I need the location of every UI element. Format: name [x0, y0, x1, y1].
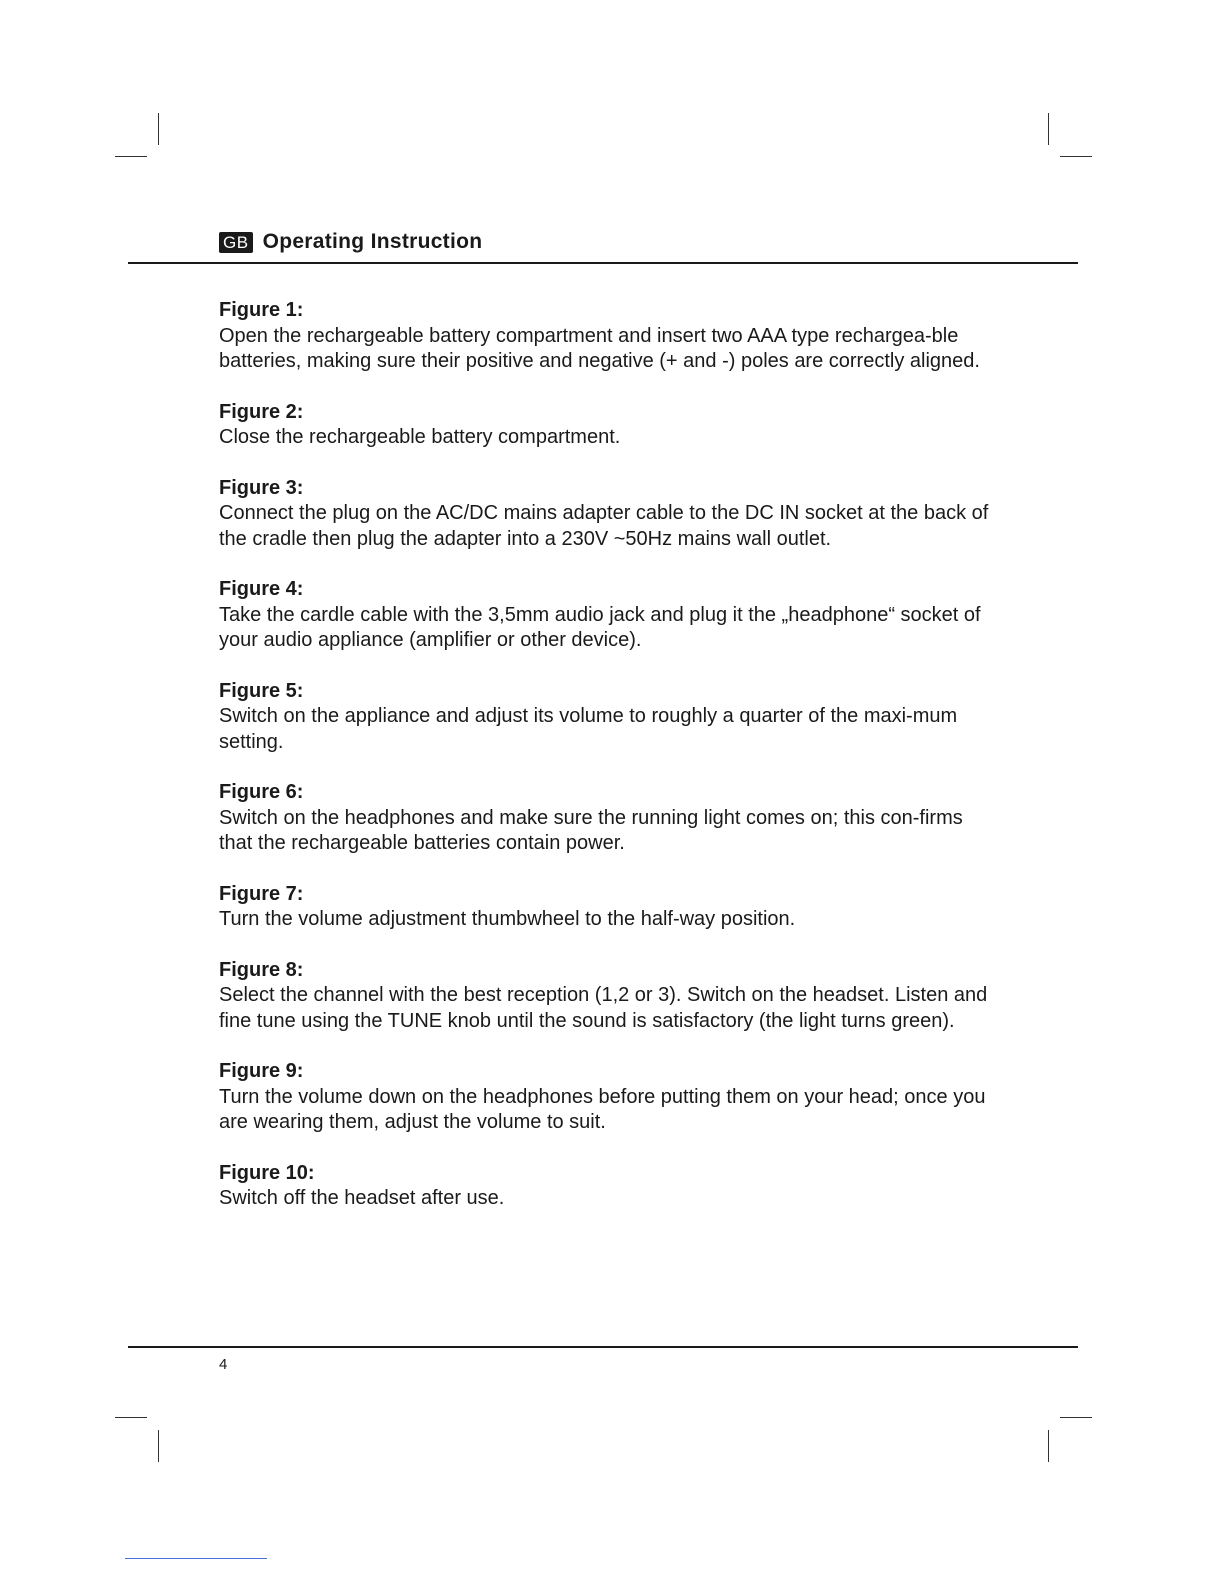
page-header — [219, 229, 482, 255]
section-body: Take the cardle cable with the 3,5mm audio jack and plug it the „headphone“ socket of your audio appliance (amplifier or other device). — [219, 603, 981, 651]
section-title: Figure 8: — [219, 958, 304, 981]
section-title: Figure 6: — [219, 781, 304, 803]
crop-mark-top-left-vertical — [158, 113, 159, 145]
section-body: Select the channel with the best reception (1,2 or 3). Switch on the headset. Listen and fine tune using the TUNE knob until the sound is satisfactory (the light turns green). — [219, 984, 988, 1032]
instructions-list — [219, 298, 999, 1237]
page-title: Operating Instruction — [262, 230, 483, 253]
section-title: Figure 5: — [219, 679, 304, 702]
section-figure-5 — [219, 679, 999, 756]
section-body: Turn the volume down on the headphones before putting them on your head; once you are wearing them, adjust the volume to suit. — [219, 1085, 986, 1133]
section-body: Connect the plug on the AC/DC mains adapter cable to the DC IN socket at the back of the cradle then plug the adapter into a 230V ~50Hz mains wall outlet. — [219, 502, 989, 550]
section-title: Figure 1: — [219, 299, 304, 321]
section-figure-4 — [219, 577, 999, 654]
section-figure-7 — [219, 882, 999, 933]
page-number: 4 — [219, 1356, 228, 1373]
crop-mark-bottom-right-horizontal — [1060, 1417, 1092, 1418]
section-body: Switch off the headset after use. — [219, 1187, 505, 1209]
section-figure-2 — [219, 400, 999, 451]
crop-mark-bottom-left-vertical — [158, 1430, 159, 1462]
section-body: Turn the volume adjustment thumbwheel to the half-way position. — [219, 908, 796, 930]
section-body: Open the rechargeable battery compartment and insert two AAA type rechargea-ble batteries, making sure their positive and negative (+ and -) poles are correctly aligned. — [219, 324, 980, 372]
section-body: Switch on the appliance and adjust its volume to roughly a quarter of the maxi-mum setting. — [219, 705, 958, 753]
section-title: Figure 4: — [219, 578, 304, 600]
crop-mark-top-right-vertical — [1048, 113, 1049, 145]
crop-mark-top-left-horizontal — [115, 156, 147, 157]
bottom-link-underline — [125, 1558, 267, 1559]
section-title: Figure 7: — [219, 882, 304, 905]
section-figure-9 — [219, 1059, 999, 1136]
crop-mark-bottom-right-vertical — [1048, 1430, 1049, 1462]
section-title: Figure 10: — [219, 1161, 315, 1184]
crop-mark-top-right-horizontal — [1060, 156, 1092, 157]
section-figure-8 — [219, 958, 999, 1035]
section-figure-1 — [219, 298, 999, 375]
crop-mark-bottom-left-horizontal — [115, 1417, 147, 1418]
section-figure-3 — [219, 476, 999, 553]
section-body: Close the rechargeable battery compartment. — [219, 426, 621, 448]
section-figure-10 — [219, 1161, 999, 1212]
footer-rule — [128, 1346, 1078, 1348]
section-body: Switch on the headphones and make sure the running light comes on; this con-firms that the rechargeable batteries contain power. — [219, 806, 963, 854]
header-rule — [128, 262, 1078, 264]
section-figure-6 — [219, 780, 999, 857]
section-title: Figure 2: — [219, 400, 304, 423]
language-badge: GB — [219, 232, 253, 253]
section-title: Figure 3: — [219, 476, 304, 499]
section-title: Figure 9: — [219, 1060, 304, 1082]
